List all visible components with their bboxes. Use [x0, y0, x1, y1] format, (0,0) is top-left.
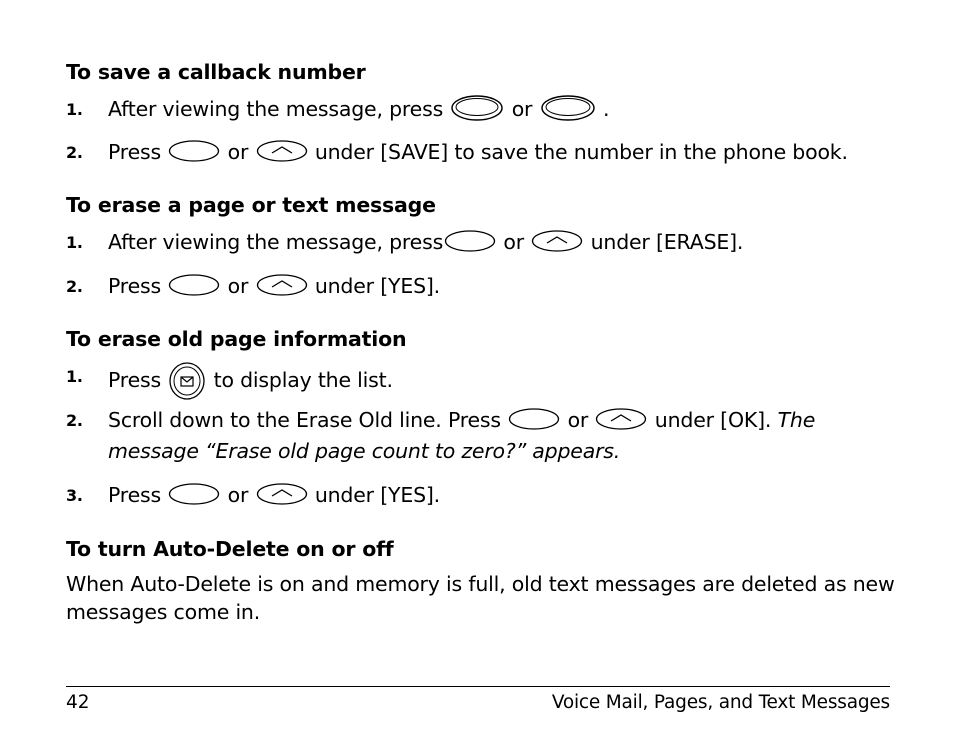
step-number: 1. — [66, 367, 83, 386]
left-softkey-icon — [167, 273, 221, 297]
up-arrow-key-icon — [255, 273, 309, 297]
left-softkey-icon — [167, 139, 221, 163]
up-arrow-key-icon — [255, 482, 309, 506]
result-note: The message “Erase old page count to zero?” appears. — [108, 408, 816, 463]
right-softkey-icon — [539, 93, 597, 123]
chapter-title: Voice Mail, Pages, and Text Messages — [551, 692, 890, 713]
left-softkey-icon — [443, 229, 497, 253]
left-softkey-icon — [167, 482, 221, 506]
page-number: 42 — [66, 692, 90, 713]
footer-divider — [66, 686, 890, 687]
heading-erase-page: To erase a page or text message — [66, 193, 436, 217]
envelope-key-icon — [167, 361, 207, 401]
left-softkey-icon — [449, 93, 505, 123]
step-number: 1. — [66, 100, 83, 119]
up-arrow-key-icon — [594, 407, 648, 431]
up-arrow-key-icon — [530, 229, 584, 253]
heading-auto-delete: To turn Auto-Delete on or off — [66, 537, 394, 561]
step-number: 2. — [66, 411, 83, 430]
step-number: 2. — [66, 143, 83, 162]
step-number: 2. — [66, 277, 83, 296]
up-arrow-key-icon — [255, 139, 309, 163]
manual-page: To save a callback number 1. After viewing the message, press or . 2. Press or under [SAVE] to save the number in the phone book. To erase a page or text message 1. After viewing the message, press or under [ERASE]. 2. Press or under [YES]. To erase old page information 1. Press to display the list. 2. Scroll down to the Erase Old line. Press or under [OK]. The message “Erase old page count to zero?” appears. 3. Press or under [YES]. To turn Auto-Delete on or off When Auto-Delete is on and memory is full, old text messages are deleted as new messages come in. 42 Voice Mail, Pages, and Text Messages — [66, 60, 895, 713]
left-softkey-icon — [507, 407, 561, 431]
step-number: 1. — [66, 233, 83, 252]
step-number: 3. — [66, 486, 83, 505]
auto-delete-description: When Auto-Delete is on and memory is full, old text messages are deleted as new messages come in. — [66, 572, 895, 624]
heading-save-callback: To save a callback number — [66, 60, 366, 84]
heading-erase-old: To erase old page information — [66, 327, 407, 351]
